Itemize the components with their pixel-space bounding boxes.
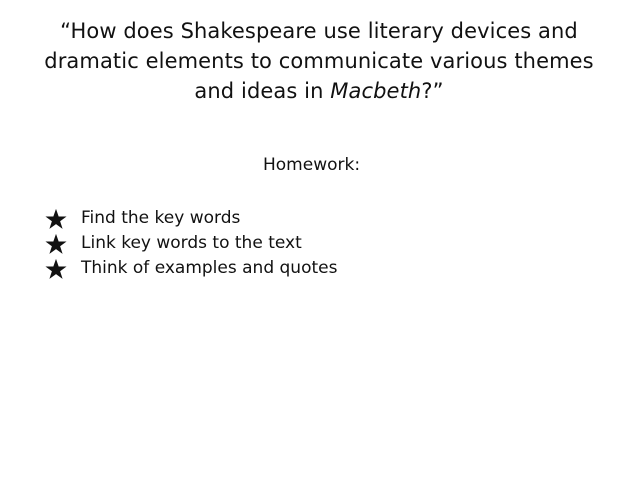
title-line-1: “How does Shakespeare use literary devices and [60,19,578,43]
list-item [45,206,337,231]
title-line-3-start: and ideas in [194,79,331,103]
title-line-2: dramatic elements to communicate various themes [44,49,594,73]
slide-title [0,16,638,106]
homework-heading: Homework: [263,155,361,175]
list-item [45,256,337,281]
title-play-name: Macbeth [330,79,422,103]
title-line-3-end: ?” [421,79,444,103]
star-icon [45,208,67,230]
star-icon [45,233,67,255]
list-item-text: Think of examples and quotes [81,258,338,278]
homework-list [45,206,337,281]
list-item-text: Link key words to the text [81,233,302,253]
star-icon [45,258,67,280]
list-item-text: Find the key words [81,208,241,228]
list-item [45,231,337,256]
